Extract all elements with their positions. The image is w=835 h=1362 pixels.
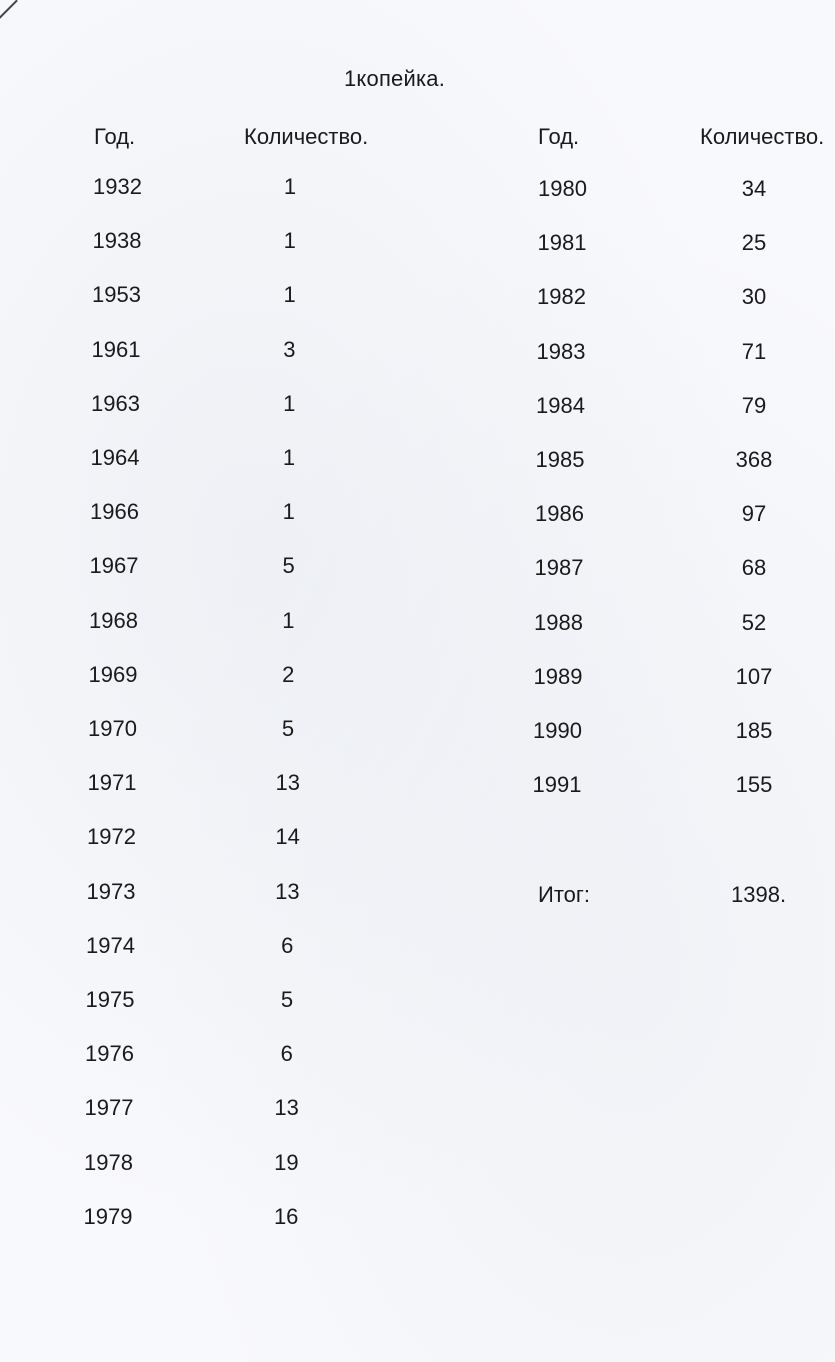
right-year-cell: 1988 bbox=[534, 610, 583, 635]
right-year-cell: 1990 bbox=[533, 718, 582, 743]
right-count-cell: 68 bbox=[741, 555, 767, 580]
left-count-cell: 5 bbox=[280, 987, 294, 1012]
total-value: 1398. bbox=[731, 882, 787, 907]
left-count-cell: 3 bbox=[283, 337, 296, 362]
left-year-cell: 1976 bbox=[85, 1041, 134, 1066]
left-year-cell: 1966 bbox=[90, 499, 139, 524]
right-count-cell: 97 bbox=[741, 501, 767, 526]
right-count-cell: 25 bbox=[741, 230, 767, 255]
right-year-cell: 1981 bbox=[537, 230, 587, 255]
left-count-cell: 1 bbox=[283, 174, 297, 199]
right-count-cell: 34 bbox=[741, 176, 767, 201]
right-count-cell: 185 bbox=[735, 718, 773, 743]
left-count-cell: 5 bbox=[281, 716, 295, 741]
right-count-cell: 71 bbox=[741, 339, 767, 364]
left-count-cell: 1 bbox=[283, 228, 296, 253]
left-year-cell: 1967 bbox=[89, 553, 139, 578]
left-year-cell: 1975 bbox=[85, 987, 135, 1012]
left-year-cell: 1969 bbox=[88, 662, 138, 687]
left-year-cell: 1968 bbox=[89, 608, 138, 633]
left-year-cell: 1961 bbox=[91, 337, 141, 362]
left-count-cell: 19 bbox=[274, 1150, 299, 1175]
right-count-header: Количество. bbox=[700, 124, 825, 149]
total-label: Итог: bbox=[538, 882, 591, 907]
right-year-header: Год. bbox=[538, 124, 580, 149]
left-count-cell: 6 bbox=[280, 1041, 293, 1066]
left-count-cell: 1 bbox=[283, 391, 296, 416]
left-count-cell: 1 bbox=[282, 445, 296, 470]
left-count-cell: 13 bbox=[275, 770, 301, 795]
left-count-cell: 1 bbox=[283, 282, 296, 307]
right-year-cell: 1984 bbox=[536, 393, 585, 418]
left-count-cell: 14 bbox=[275, 824, 300, 849]
left-year-header: Год. bbox=[94, 124, 136, 149]
right-year-cell: 1986 bbox=[535, 501, 584, 526]
right-year-cell: 1989 bbox=[533, 664, 583, 689]
left-count-cell: 1 bbox=[282, 608, 295, 633]
left-year-cell: 1973 bbox=[86, 879, 136, 904]
right-year-cell: 1985 bbox=[535, 447, 585, 472]
right-count-cell: 107 bbox=[735, 664, 773, 689]
left-count-cell: 13 bbox=[275, 879, 300, 904]
right-count-cell: 30 bbox=[741, 284, 767, 309]
left-count-header: Количество. bbox=[244, 124, 369, 149]
left-year-cell: 1979 bbox=[83, 1204, 133, 1229]
right-count-cell: 79 bbox=[741, 393, 767, 418]
left-year-cell: 1978 bbox=[84, 1150, 133, 1175]
left-year-cell: 1953 bbox=[92, 282, 141, 307]
right-year-cell: 1991 bbox=[532, 772, 582, 797]
left-year-cell: 1938 bbox=[92, 228, 142, 253]
left-year-cell: 1977 bbox=[84, 1095, 134, 1120]
left-count-cell: 13 bbox=[274, 1095, 299, 1120]
left-count-cell: 6 bbox=[281, 933, 294, 958]
document-title: 1копейка. bbox=[344, 66, 446, 91]
right-year-cell: 1980 bbox=[538, 176, 587, 201]
right-count-cell: 52 bbox=[741, 610, 767, 635]
left-count-cell: 2 bbox=[282, 662, 295, 687]
left-year-cell: 1974 bbox=[86, 933, 135, 958]
right-year-cell: 1983 bbox=[536, 339, 586, 364]
left-count-cell: 5 bbox=[282, 553, 295, 578]
right-count-cell: 368 bbox=[735, 447, 773, 472]
left-year-cell: 1964 bbox=[90, 445, 140, 470]
left-count-cell: 16 bbox=[273, 1204, 299, 1229]
right-year-cell: 1982 bbox=[537, 284, 586, 309]
left-year-cell: 1963 bbox=[91, 391, 140, 416]
corner-fold-mark bbox=[0, 0, 33, 35]
left-count-cell: 1 bbox=[282, 499, 295, 524]
left-year-cell: 1972 bbox=[87, 824, 136, 849]
right-count-cell: 155 bbox=[735, 772, 773, 797]
left-year-cell: 1932 bbox=[93, 174, 142, 199]
left-year-cell: 1970 bbox=[88, 716, 137, 741]
right-year-cell: 1987 bbox=[534, 555, 584, 580]
left-year-cell: 1971 bbox=[87, 770, 137, 795]
